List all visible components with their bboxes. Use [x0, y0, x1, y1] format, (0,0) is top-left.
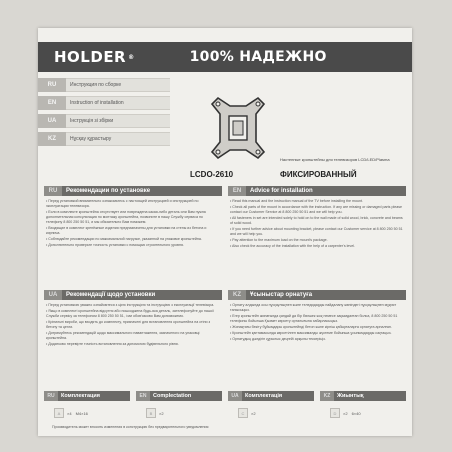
section-header-ua: [44, 290, 222, 300]
section-title: Рекомендации по установке: [66, 188, 151, 194]
section-header-ru: [44, 186, 222, 196]
instruction-line: • Also check the accuracy of the installation with the help of a carpenter's level.: [230, 244, 355, 248]
part-letter: B: [146, 408, 156, 418]
components-header: [320, 391, 406, 401]
instruction-line: • Додатково перевірте точність встановлення за допомогою будівельного рівня.: [46, 342, 179, 346]
section-title: Рекомендації щодо установки: [66, 292, 156, 298]
language-list: [38, 78, 170, 150]
section-code: UA: [44, 290, 62, 300]
part-quantity: ×2: [343, 410, 348, 416]
section-code: KZ: [320, 391, 334, 401]
components-header-row: [44, 391, 406, 401]
instruction-line: • Егер кронштейн жинағында қандай да бір бөлшек жоқ немесе зақымдалған болса, 8 800 250 50 51 телефоны бойынша Қызмет көрсету орталығына хабарласыңыз.: [230, 314, 398, 323]
slogan: 100% НАДЕЖНО: [189, 49, 327, 65]
footer-note: Производитель может вносить изменения в конструкцию без предварительного уведомления: [52, 425, 209, 429]
section-body-kz: [230, 303, 404, 343]
instruction-line: • Кріпильні вироби, що входять до комплекту, призначені для встановлення кронштейна на стіни з бетону та цегли.: [46, 320, 211, 329]
part-label: 6×40: [351, 410, 361, 416]
instruction-line: • Дотримуйтесь рекомендацій щодо максимального навантаження, зазначеного на упаковці кронштейна.: [46, 331, 200, 340]
section-code: EN: [228, 186, 246, 196]
instruction-line: • Входящие в комплект крепёжные изделия предназначены для установки на стены из бетона и кирпича.: [46, 226, 207, 235]
instruction-line: • Соблюдайте рекомендации по максимальной нагрузке, указанной на упаковке кронштейна.: [46, 237, 202, 241]
section-code: UA: [228, 391, 242, 401]
manual-page: [38, 28, 412, 436]
instruction-line: • Жинақтағы бекіту бұйымдары кронштейнді бетон және кірпіш қабырғаларға орнатуға арналған.: [230, 325, 392, 329]
section-code: EN: [136, 391, 150, 401]
instruction-line: • Перед установкой внимательно ознакомьтесь с настоящей инструкцией и инструкцией по эксплуатации телевизора.: [46, 199, 199, 208]
components-header: [136, 391, 222, 401]
language-code: RU: [38, 78, 66, 92]
product-description: Настенные кронштейны для телевизоров LCD/LED/Plasma: [280, 157, 390, 162]
language-code: EN: [38, 96, 66, 110]
section-title: Complectation: [153, 393, 192, 399]
part-letter: C: [238, 408, 248, 418]
part-item: [146, 405, 168, 421]
section-code: RU: [44, 186, 62, 196]
mount-type: ФИКСИРОВАННЫЙ: [280, 170, 357, 179]
section-header-en: [228, 186, 406, 196]
section-title: Advice for installation: [250, 188, 313, 194]
language-item: [38, 78, 170, 92]
registered-mark: ®: [128, 53, 135, 61]
language-label: Нұсқау құрастыру: [70, 136, 112, 142]
language-item: [38, 96, 170, 110]
part-label: M4×16: [75, 410, 88, 416]
brand-name: HOLDER: [54, 48, 127, 66]
section-title: Комплектация: [61, 393, 100, 399]
components-header: [44, 391, 130, 401]
instruction-line: • Pay attention to the maximum load on the mount's package.: [230, 238, 328, 242]
section-title: Ұсыныстар орнатуға: [250, 292, 313, 298]
language-item: [38, 132, 170, 146]
part-item: [330, 405, 361, 421]
product-title-row: [38, 170, 412, 182]
instruction-line: • Кронштейн қаптамасында көрсетілген максималды жүктеме бойынша ұсынымдарды сақтаңыз.: [230, 331, 392, 335]
section-body-ru: [46, 199, 220, 249]
section-body-en: [230, 199, 404, 250]
instruction-line: • Якщо в комплекті кронштейна відсутня або пошкоджена будь-яка деталь, зателефонуйте до нашої Служби сервісу за телефоном 8 800 250 50 51, і ми обов'язково Вам допоможемо.: [46, 309, 214, 318]
section-title: Жиынтық: [337, 393, 364, 399]
part-item: [54, 405, 88, 421]
section-body-ua: [46, 303, 220, 348]
header-bar: [38, 42, 412, 72]
part-quantity: ×2: [159, 410, 164, 416]
part-quantity: ×4: [67, 410, 72, 416]
language-label: Instruction of installation: [70, 100, 124, 106]
section-header-kz: [228, 290, 406, 300]
section-code: KZ: [228, 290, 246, 300]
language-code: KZ: [38, 132, 66, 146]
instruction-line: • Read this manual and the instruction manual of the TV before installing the mount.: [230, 199, 364, 203]
instruction-line: • Если в комплекте кронштейна отсутствует или повреждена какая-либо деталь или Вам нужна дополнительная консультация по монтажу кронштейна, позвоните в нашу Службу сервиса по телефону 8 800 250 50 51, и мы обязательно Вам поможем.: [46, 210, 206, 224]
section-title: Комплектація: [245, 393, 283, 399]
components-header: [228, 391, 314, 401]
part-quantity: ×2: [251, 410, 256, 416]
section-code: RU: [44, 391, 58, 401]
instruction-line: • Дополнительно проверьте точность установки с помощью строительного уровня.: [46, 243, 184, 247]
part-item: [238, 405, 260, 421]
brand-logo: [54, 48, 135, 66]
language-label: Інструкція зі збірки: [70, 118, 114, 124]
part-letter: A: [54, 408, 64, 418]
instruction-line: • Перед установкою уважно ознайомтеся з цією інструкцією та інструкцією з експлуатації телевізора.: [46, 303, 215, 307]
bracket-illustration-icon: [198, 88, 278, 168]
instruction-line: • All fasteners in set are intended solely to hold on to the wall made of solid wood, brick, concrete and beams of solid wood.: [230, 216, 403, 225]
instruction-line: • Орнатудың дәлдігін құрылыс деңгейі арқылы тексеріңіз.: [230, 337, 326, 341]
language-item: [38, 114, 170, 128]
instruction-line: • Орнату алдында осы нұсқаулықпен және теледидарды пайдалану жөніндегі нұсқаулықпен мұқият танысыңыз.: [230, 303, 397, 312]
instruction-line: • If you need further advice about mounting bracket, please contact our Customer service at 8 800 250 50 51 and we will help you.: [230, 227, 403, 236]
part-letter: D: [330, 408, 340, 418]
instruction-line: • Check all parts of the mount in accordance with the instruction. If any are missing or damaged parts please contact our Customer Service at 8 800 250 50 51 and we will help you.: [230, 205, 403, 214]
language-code: UA: [38, 114, 66, 128]
model-number: LCDO-2610: [190, 170, 234, 179]
language-label: Инструкция по сборке: [70, 82, 122, 88]
parts-row: [44, 405, 406, 421]
